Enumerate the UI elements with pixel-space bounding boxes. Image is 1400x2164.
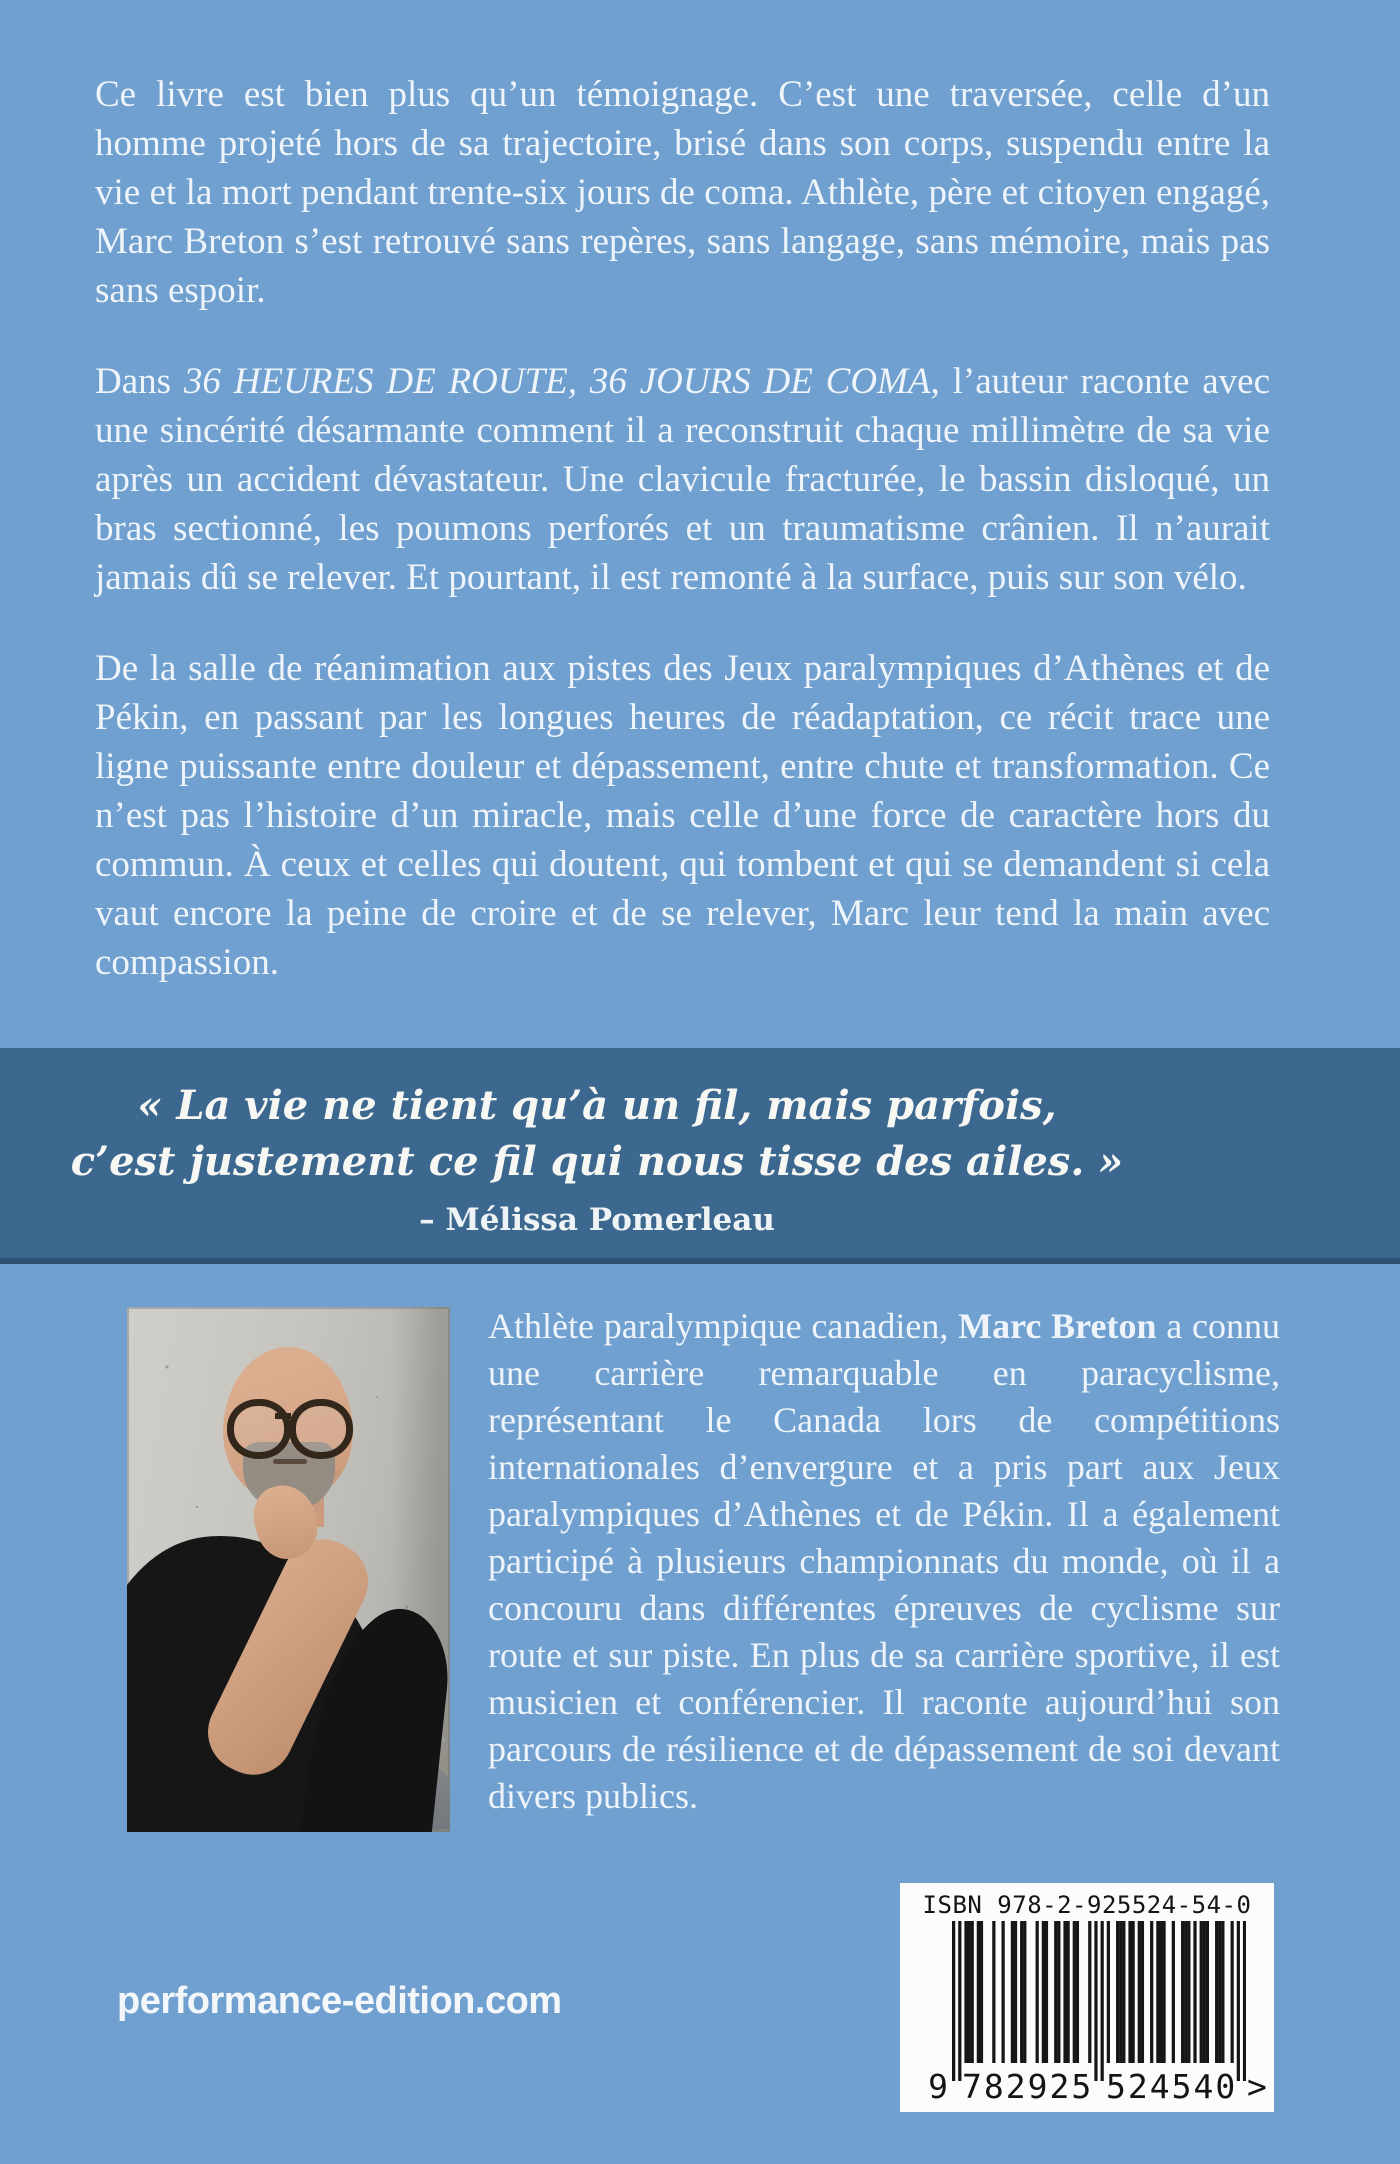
barcode-digit-group-1: 782925 [962,2067,1094,2106]
photo-glasses-left-lens [227,1399,291,1459]
author-photo [127,1307,450,1832]
barcode-lead-digit: 9 [928,2067,948,2106]
synopsis-section [95,70,1270,1029]
author-bio: Athlète paralympique canadien, Marc Breton a connu une carrière remarquable en paracyclisme, représentant le Canada lors de compétitions internationales d’envergure et a pris part aux Jeux paralympiques d’Athènes et de Pékin. Il a également participé à plusieurs championnats du monde, où il a concouru dans différentes épreuves de cyclisme sur route et sur piste. En plus de sa carrière sportive, il est musicien et conférencier. Il raconte aujourd’hui son parcours de résilience et de dépassement de soi devant divers publics. [488,1306,1280,1816]
synopsis-paragraph-3: De la salle de réanimation aux pistes des Jeux paralympiques d’Athènes et de Pékin, en passant par les longues heures de réadaptation, ce récit trace une ligne puissante entre douleur et dépassement, entre chute et transformation. Ce n’est pas l’histoire d’un miracle, mais celle d’une force de caractère hors du commun. À ceux et celles qui doutent, qui tombent et qui se demandent si cela vaut encore la peine de croire et de se relever, Marc leur tend la main avec compassion. [95,648,1270,983]
barcode-digit-group-2: 524540 [1106,2067,1238,2106]
synopsis-paragraph-1: Ce livre est bien plus qu’un témoignage. C’est une traversée, celle d’un homme projeté hors de sa trajectoire, brisé dans son corps, suspendu entre la vie et la mort pendant trente-six jours de coma. Athlète, père et citoyen engagé, Marc Breton s’est retrouvé sans repères, sans langage, sans mémoire, mais pas sans espoir. [95,74,1270,311]
isbn-label: ISBN 978-2-925524-54-0 [922,1891,1252,1919]
quote-band-content [0,1048,1400,1258]
synopsis-paragraph-2: Dans 36 HEURES DE ROUTE, 36 JOURS DE COMA, l’auteur raconte avec une sincérité désarmante comment il a reconstruit chaque millimètre de sa vie après un accident dévastateur. Une clavicule fracturée, le bassin disloqué, un bras sectionné, les poumons perforés et un traumatisme crânien. Il n’aurait jamais dû se relever. Et pourtant, il est remonté à la surface, puis sur son vélo. [95,361,1271,598]
quote-line-2: c’est justement ce fil qui nous tisse des ailes. » [70,1138,1124,1185]
barcode-end-character: > [1247,2067,1267,2106]
photo-glasses-bridge [275,1413,291,1419]
isbn-barcode-block [900,1883,1274,2112]
quote-line-1: « La vie ne tient qu’à un fil, mais parfois, [137,1082,1057,1129]
photo-glasses-right-lens [289,1399,353,1459]
quote-band [0,1048,1400,1264]
photo-mouth [273,1459,307,1464]
ean13-barcode [952,1921,1246,2081]
publisher-website: performance-edition.com [117,1980,562,2022]
quote-attribution: – Mélissa Pomerleau [419,1202,775,1238]
